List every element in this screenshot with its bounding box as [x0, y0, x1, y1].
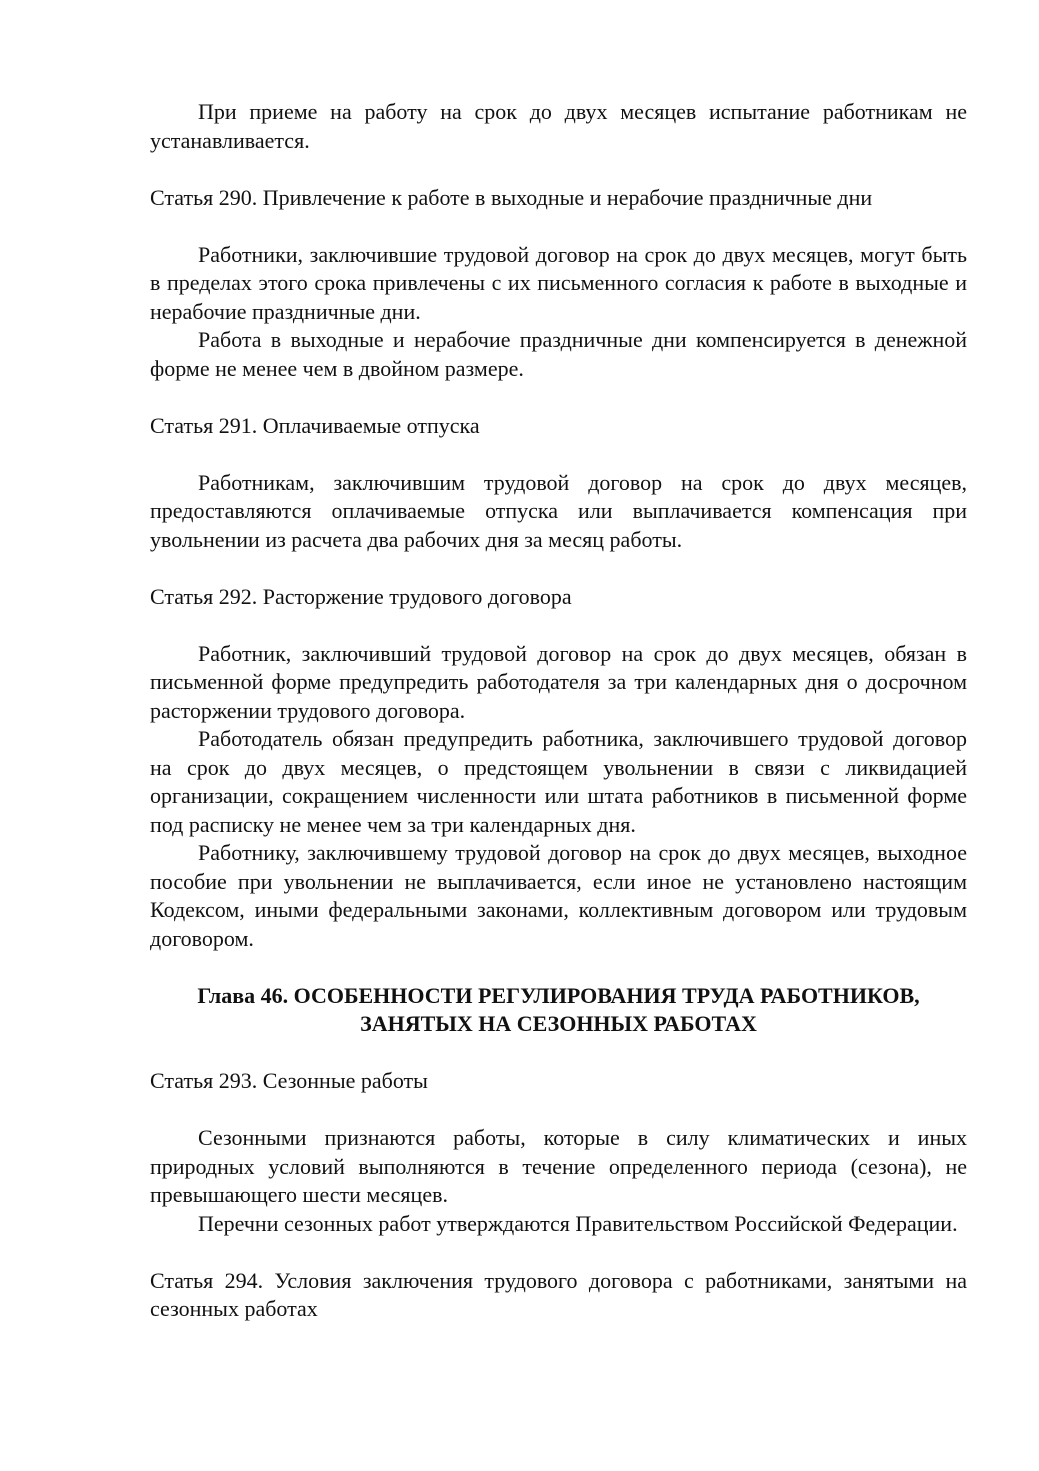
article-292-paragraph-1: Работник, заключивший трудовой договор на срок до двух месяцев, обязан в письменной форме предупредить работодателя за три календарных дня о досрочном расторжении трудового договора.	[150, 640, 967, 723]
article-291-title: Статья 291. Оплачиваемые отпуска	[150, 412, 480, 438]
article-294-title: Статья 294. Условия заключения трудового договора с работниками, занятыми на сезонных работах	[150, 1267, 967, 1321]
article-291-paragraph-1: Работникам, заключившим трудовой договор на срок до двух месяцев, предоставляются оплачиваемые отпуска или выплачивается компенсация при увольнении из расчета два рабочих дня за месяц работы.	[150, 469, 967, 552]
chapter-46-heading	[150, 982, 967, 1039]
article-293-paragraph-2: Перечни сезонных работ утверждаются Правительством Российской Федерации.	[198, 1210, 958, 1236]
article-292-paragraph-2: Работодатель обязан предупредить работника, заключившего трудовой договор на срок до двух месяцев, о предстоящем увольнении в связи с ликвидацией организации, сокращением численности или штата работников в письменной форме под расписку не менее чем за три календарных дня.	[150, 726, 967, 837]
article-292-paragraph-3: Работнику, заключившему трудовой договор на срок до двух месяцев, выходное пособие при увольнении не выплачивается, если иное не установлено настоящим Кодексом, иными федеральными законами, коллективным договором или трудовым договором.	[150, 840, 967, 951]
article-293-paragraph-1: Сезонными признаются работы, которые в силу климатических и иных природных условий выполняются в течение определенного периода (сезона), не превышающего шести месяцев.	[150, 1125, 967, 1207]
article-293-title: Статья 293. Сезонные работы	[150, 1068, 428, 1093]
article-290-title: Статья 290. Привлечение к работе в выходные и нерабочие праздничные дни	[150, 184, 873, 210]
paragraph-probation: При приеме на работу на срок до двух месяцев испытание работникам не устанавливается.	[150, 99, 967, 153]
spacer	[150, 440, 967, 469]
spacer	[150, 953, 967, 982]
spacer	[150, 1096, 967, 1125]
chapter-46-heading-line-2: ЗАНЯТЫХ НА СЕЗОННЫХ РАБОТАХ	[360, 1011, 757, 1036]
spacer	[150, 383, 967, 412]
spacer	[150, 1238, 967, 1267]
article-290-paragraph-1: Работники, заключившие трудовой договор на срок до двух месяцев, могут быть в пределах этого срока привлечены с их письменного согласия к работе в выходные и нерабочие праздничные дни.	[150, 241, 967, 324]
chapter-46-heading-line-1: Глава 46. ОСОБЕННОСТИ РЕГУЛИРОВАНИЯ ТРУДА РАБОТНИКОВ,	[197, 982, 920, 1008]
spacer	[150, 155, 967, 184]
spacer	[150, 554, 967, 583]
article-290-paragraph-2: Работа в выходные и нерабочие праздничные дни компенсируется в денежной форме не менее чем в двойном размере.	[150, 327, 967, 381]
spacer	[150, 212, 967, 241]
article-292-title: Статья 292. Расторжение трудового договора	[150, 583, 572, 609]
spacer	[150, 611, 967, 640]
spacer	[150, 1039, 967, 1068]
document-page	[150, 98, 967, 1324]
